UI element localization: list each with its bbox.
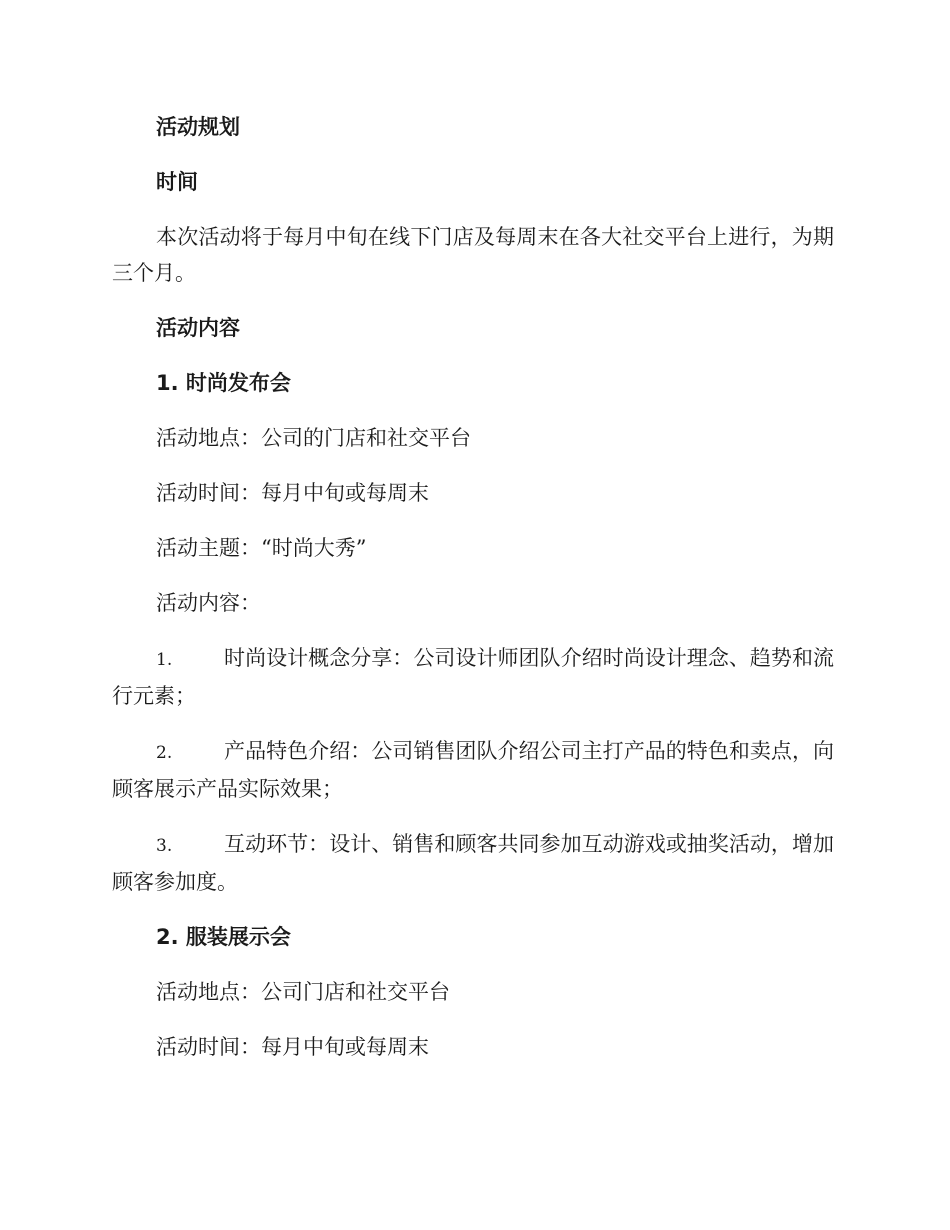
time-paragraph: 本次活动将于每月中旬在线下门店及每周末在各大社交平台上进行，为期三个月。 (112, 225, 834, 285)
document-body (112, 109, 834, 1084)
heading-activity-content: 活动内容 (156, 316, 240, 340)
list-item-text: 产品特色介绍：公司销售团队介绍公司主打产品的特色和卖点，向顾客展示产品实际效果； (112, 739, 834, 801)
list-item (112, 733, 834, 807)
list-item-text: 时尚设计概念分享：公司设计师团队介绍时尚设计理念、趋势和流行元素； (112, 646, 834, 708)
section-2-title: 2. 服装展示会 (156, 925, 291, 949)
list-item-number: 1. (156, 650, 173, 670)
section-2-location: 活动地点：公司门店和社交平台 (156, 980, 450, 1004)
section-1-content-label: 活动内容： (156, 591, 261, 615)
heading-time: 时间 (156, 170, 198, 194)
list-item-text: 互动环节：设计、销售和顾客共同参加互动游戏或抽奖活动，增加顾客参加度。 (112, 832, 834, 894)
list-item-number: 3. (156, 836, 173, 856)
list-item (112, 826, 834, 900)
section-1-time: 活动时间：每月中旬或每周末 (156, 481, 429, 505)
section-1-title: 1. 时尚发布会 (156, 371, 291, 395)
section-2-time: 活动时间：每月中旬或每周末 (156, 1035, 429, 1059)
heading-activity-plan: 活动规划 (156, 115, 240, 139)
section-1-theme: 活动主题：“时尚大秀” (156, 536, 367, 560)
section-1-location: 活动地点：公司的门店和社交平台 (156, 426, 471, 450)
list-item (112, 640, 834, 714)
list-item-number: 2. (156, 743, 173, 763)
